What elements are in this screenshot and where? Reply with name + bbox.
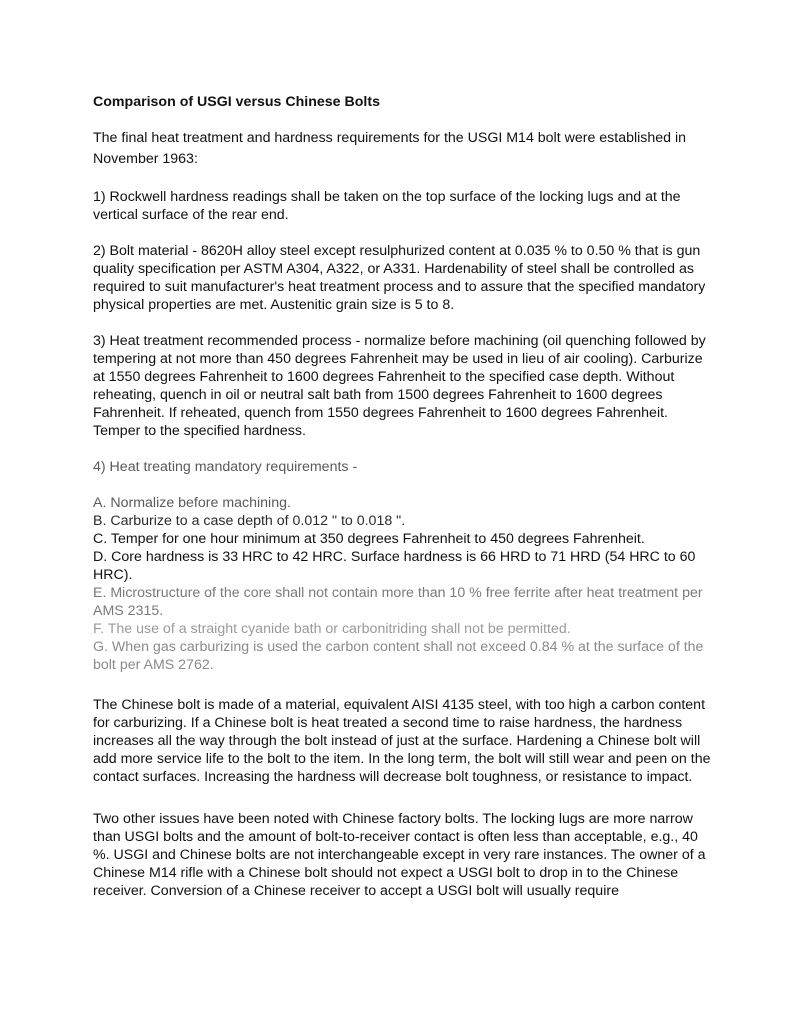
- requirement-a: A. Normalize before machining.: [93, 495, 291, 511]
- paragraph-4-heading: 4) Heat treating mandatory requirements -: [93, 459, 358, 475]
- requirements-list: [93, 494, 713, 674]
- intro-paragraph: The final heat treatment and hardness requirements for the USGI M14 bolt were established in November 1963:: [93, 130, 687, 167]
- paragraph-2-bolt-material: 2) Bolt material - 8620H alloy steel except resulphurized content at 0.035 % to 0.50 % that is gun quality specification per ASTM A304, A322, or A331. Hardenability of steel shall be controlled as required to suit manufacturer's heat treatment process and to assure that the specified mandatory physical properties are met. Austenitic grain size is 5 to 8.: [93, 243, 706, 313]
- paragraph-1-hardness-readings: 1) Rockwell hardness readings shall be taken on the top surface of the locking lugs and at the vertical surface of the rear end.: [93, 189, 681, 223]
- paragraph-chinese-bolt-issues: Two other issues have been noted with Chinese factory bolts. The locking lugs are more narrow than USGI bolts and the amount of bolt-to-receiver contact is often less than acceptable, e.g., 40 %. USGI and Chinese bolts are not interchangeable except in very rare instances. The owner of a Chinese M14 rifle with a Chinese bolt should not expect a USGI bolt to drop in to the Chinese receiver. Conversion of a Chinese receiver to accept a USGI bolt will usually require: [93, 811, 706, 899]
- document-page: [93, 93, 713, 918]
- requirement-f: F. The use of a straight cyanide bath or carbonitriding shall not be permitted.: [93, 621, 571, 637]
- requirement-b: B. Carburize to a case depth of 0.012 " to 0.018 ".: [93, 513, 406, 529]
- requirement-c: C. Temper for one hour minimum at 350 degrees Fahrenheit to 450 degrees Fahrenheit.: [93, 531, 645, 547]
- paragraph-3-heat-treatment-process: 3) Heat treatment recommended process - normalize before machining (oil quenching followed by tempering at not more than 450 degrees Fahrenheit may be used in lieu of air cooling). Carburize at 1550 degrees Fahrenheit to 1600 degrees Fahrenheit to the specified case depth. Without reheating, quench in oil or neutral salt bath from 1500 degrees Fahrenheit to 1600 degrees Fahrenheit. If reheated, quench from 1550 degrees Fahrenheit to 1600 degrees Fahrenheit. Temper to the specified hardness.: [93, 333, 706, 439]
- paragraph-chinese-bolt-material: The Chinese bolt is made of a material, equivalent AISI 4135 steel, with too high a carbon content for carburizing. If a Chinese bolt is heat treated a second time to raise hardness, the hardness increases all the way through the bolt instead of just at the surface. Hardening a Chinese bolt will add more service life to the bolt to the item. In the long term, the bolt will still wear and peen on the contact surfaces. Increasing the hardness will decrease bolt toughness, or resistance to impact.: [93, 697, 711, 785]
- requirement-g: G. When gas carburizing is used the carbon content shall not exceed 0.84 % at the surface of the bolt per AMS 2762.: [93, 639, 704, 673]
- requirement-e: E. Microstructure of the core shall not contain more than 10 % free ferrite after heat treatment per AMS 2315.: [93, 585, 703, 619]
- requirement-d: D. Core hardness is 33 HRC to 42 HRC. Surface hardness is 66 HRD to 71 HRD (54 HRC to 60 HRC).: [93, 549, 696, 583]
- document-title: Comparison of USGI versus Chinese Bolts: [93, 94, 380, 110]
